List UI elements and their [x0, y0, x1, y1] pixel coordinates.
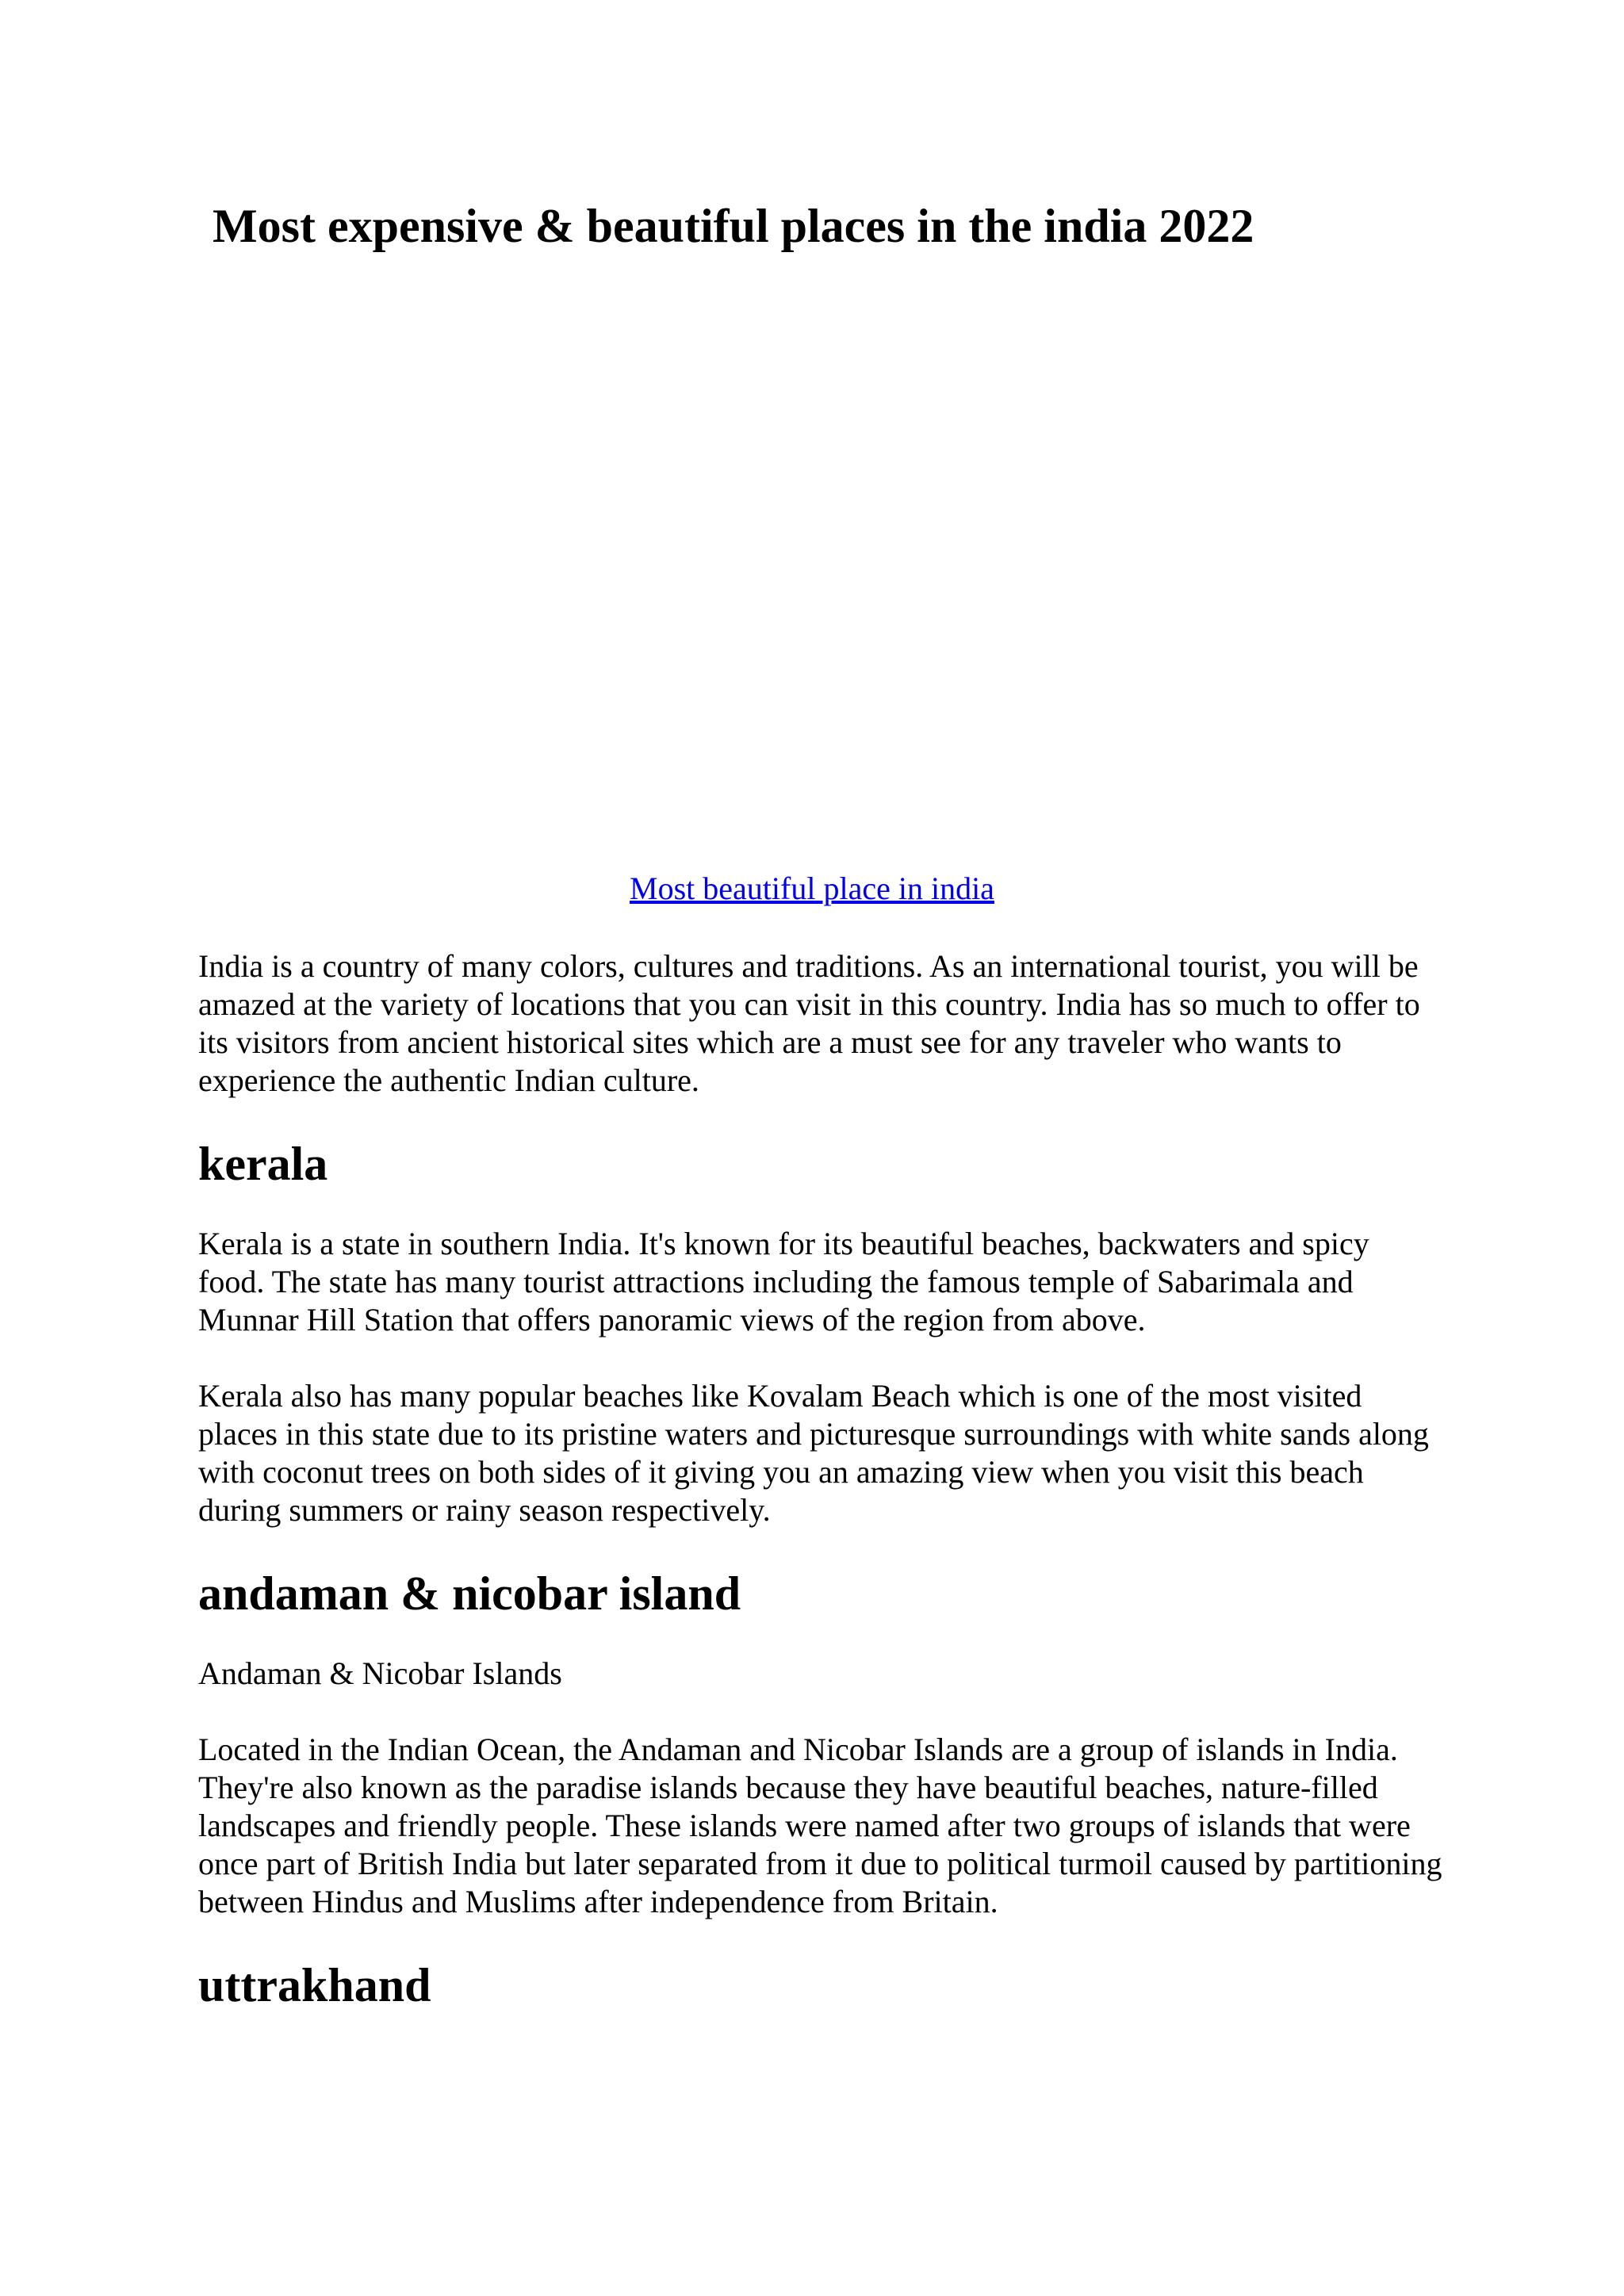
image-caption-link[interactable]: Most beautiful place in india [630, 871, 994, 906]
kerala-paragraph-1: Kerala is a state in southern India. It's known for its beautiful beaches, backwaters and spicy food. The state has many tourist attractions including the famous temple of Sabarimala and Munnar Hill Station that offers panoramic views of the region from above. [198, 1226, 1369, 1337]
page-title: Most expensive & beautiful places in the india 2022 [213, 200, 1254, 252]
section-heading-uttrakhand: uttrakhand [198, 1959, 431, 2011]
intro-paragraph: India is a country of many colors, cultures and traditions. As an international tourist, you will be amazed at the variety of locations that you can visit in this country. India has so much to offer to its visitors from ancient historical sites which are a must see for any traveler who wants to experience the authentic Indian culture. [198, 948, 1420, 1098]
andaman-paragraph: Located in the Indian Ocean, the Andaman and Nicobar Islands are a group of islands in India. They're also known as the paradise islands because they have beautiful beaches, nature-filled landscapes and friendly people. These islands were named after two groups of islands that were once part of British India but later separated from it due to political turmoil caused by partitioning between Hindus and Muslims after independence from Britain. [198, 1732, 1442, 1919]
article-image [200, 301, 1424, 856]
article-body [198, 947, 1443, 2046]
andaman-subtitle: Andaman & Nicobar Islands [198, 1655, 562, 1691]
kerala-paragraph-2: Kerala also has many popular beaches like Kovalam Beach which is one of the most visited places in this state due to its pristine waters and picturesque surroundings with white sands along with coconut trees on both sides of it giving you an amazing view when you visit this beach during summers or rainy season respectively. [198, 1378, 1429, 1528]
image-caption [0, 870, 1624, 908]
section-heading-kerala: kerala [198, 1138, 328, 1190]
section-heading-andaman: andaman & nicobar island [198, 1567, 741, 1620]
